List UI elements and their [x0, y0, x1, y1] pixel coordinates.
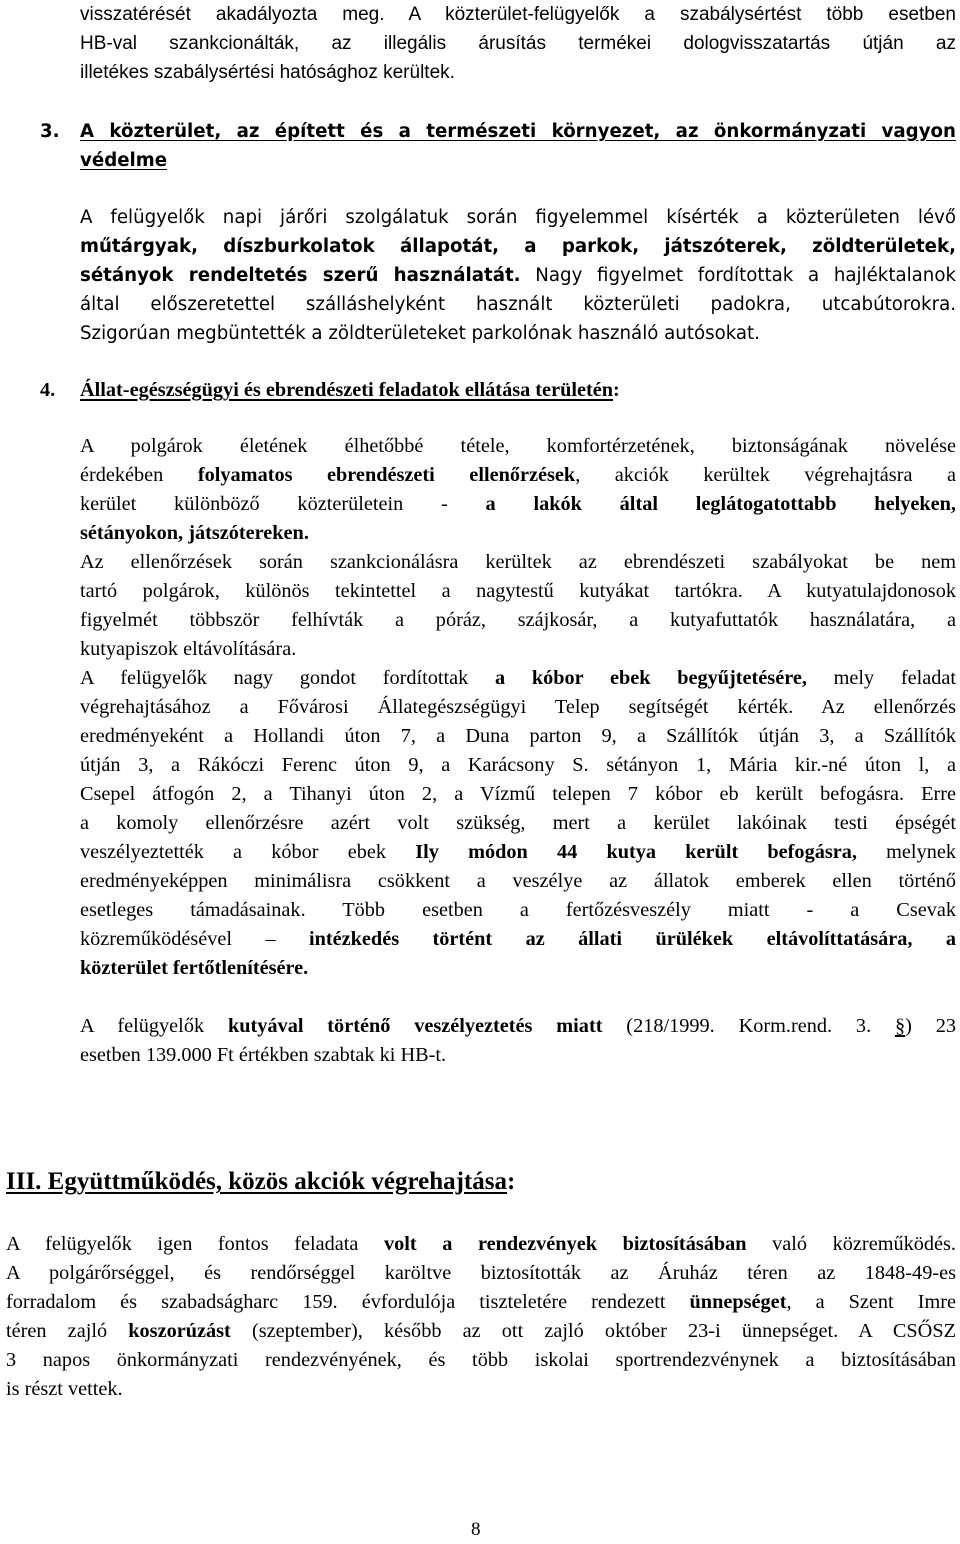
text-line-bold: sétányokon, játszótereken. [80, 522, 309, 544]
text-span: A felügyelők igen fontos feladata [6, 1233, 384, 1255]
text-line: is részt vettek. [6, 1378, 123, 1400]
section-3-number: 3. [40, 121, 60, 142]
section-4-title-colon: : [613, 379, 620, 401]
section-4-note [80, 1012, 956, 1070]
text-line: esetleges támadásainak. Több esetben a fertőzésveszély miatt - a Csevak [80, 899, 956, 921]
text-line [80, 1012, 956, 1041]
text-line: A polgárőrséggel, és rendőrséggel karöltve biztosították az Áruház téren az 1848-49-es [6, 1262, 956, 1284]
text-line-bold: közterület fertőtlenítésére. [80, 957, 309, 979]
text-line: által előszeretettel szálláshelyként használt közterületi padokra, utcabútorokra. [80, 294, 956, 315]
text-span: közreműködésével – [80, 928, 309, 950]
text-span: Nagy figyelmet fordítottak a hajléktalanok [520, 265, 956, 286]
section-title-line: védelme [80, 150, 168, 171]
intro-paragraph [80, 0, 956, 87]
bold-span: intézkedés történt az állati ürülékek eltávolíttatására, a [308, 928, 956, 950]
text-span: forradalom és szabadságharc 159. évfordulója tiszteletére rendezett [6, 1291, 690, 1313]
text-line [80, 664, 956, 693]
part-iii-heading [6, 1166, 515, 1198]
text-span: veszélyeztették a kóbor ebek [80, 841, 416, 863]
text-line: A felügyelők napi járőri szolgálatuk során figyelemmel kísérték a közterületen lévő [80, 207, 956, 228]
section-4-number: 4. [40, 379, 56, 401]
text-line [80, 490, 956, 519]
text-span: való közreműködés. [746, 1233, 956, 1255]
text-line [6, 1288, 956, 1317]
text-line: eredményeképpen minimálisra csökkent a veszélye az állatok emberek ellen történő [80, 870, 956, 892]
bold-span: Ily módon 44 kutya került befogásra, [415, 841, 857, 863]
text-line: tartó polgárok, különös tekintettel a nagytestű kutyákat tartókra. A kutyatulajdonosok [80, 580, 956, 602]
text-span: , akciók kerültek végrehajtásra a [575, 464, 956, 486]
page-number: 8 [471, 1519, 481, 1540]
text-line: eredményeként a Hollandi úton 7, a Duna parton 9, a Szállítók útján 3, a Szállítók [80, 725, 956, 747]
section-3-paragraph [80, 203, 956, 348]
text-line: útján 3, a Rákóczi Ferenc úton 9, a Karácsony S. sétányon 1, Mária kir.-né úton l, a [80, 754, 956, 776]
text-span: A felügyelők nagy gondot fordítottak [80, 667, 495, 689]
bold-span: koszorúzást [128, 1320, 231, 1342]
text-span: ) 23 [905, 1015, 957, 1037]
text-span: érdekében [80, 464, 198, 486]
text-line: illetékes szabálysértési hatósághoz kerültek. [80, 62, 455, 83]
text-line: Az ellenőrzések során szankcionálásra kerültek az ebrendészeti szabályokat be nem [80, 551, 956, 573]
text-line: Szigorúan megbüntették a zöldterületeket parkolónak használó autósokat. [80, 323, 760, 344]
text-span: téren zajló [6, 1320, 129, 1342]
bold-span: ünnepséget [689, 1291, 787, 1313]
text-line: esetben 139.000 Ft értékben szabtak ki HB-t. [80, 1044, 447, 1066]
bold-span: kutyával történő veszélyeztetés miatt [227, 1015, 603, 1037]
text-span: , a Szent Imre [786, 1291, 956, 1313]
text-line [80, 925, 956, 954]
text-line: 3 napos önkormányzati rendezvényének, és több iskolai sportrendezvénynek a biztosításában [6, 1349, 956, 1371]
section-4-title [80, 376, 620, 405]
bold-span: a kóbor ebek begyűjtetésére, [495, 667, 807, 689]
section-title-line: A közterület, az épített és a természeti környezet, az önkormányzati vagyon [80, 121, 956, 142]
section-4-body [80, 432, 956, 983]
bold-span: a lakók által leglátogatottabb helyeken, [485, 493, 956, 515]
text-line: HB-val szankcionálták, az illegális árusítás termékei dologvisszatartás útján az [80, 33, 956, 54]
text-span: mely feladat [806, 667, 956, 689]
text-span: (szeptember), később az ott zajló október 23-i ünnepséget. A CSŐSZ [230, 1320, 956, 1342]
text-line [80, 461, 956, 490]
text-line: figyelmét többször felhívták a póráz, szájkosár, a kutyafuttatók használatára, a [80, 609, 956, 631]
text-span: melynek [856, 841, 956, 863]
part-iii-heading-colon: : [506, 1168, 516, 1195]
bold-span: folyamatos ebrendészeti ellenőrzések [197, 464, 576, 486]
text-span: A felügyelők [80, 1015, 228, 1037]
text-line [6, 1230, 956, 1259]
section-symbol: § [894, 1015, 906, 1037]
text-line: Csepel átfogón 2, a Tihanyi úton 2, a Vízmű telepen 7 kóbor eb került befogásra. Erre [80, 783, 956, 805]
text-line [80, 261, 956, 290]
text-line: A polgárok életének élhetőbbé tétele, komfortérzetének, biztonságának növelése [80, 435, 956, 457]
text-line [80, 838, 956, 867]
text-line-bold: műtárgyak, díszburkolatok állapotát, a parkok, játszóterek, zöldterületek, [80, 236, 956, 257]
text-line: a komoly ellenőrzésre azért volt szükség, mert a kerület lakóinak testi épségét [80, 812, 956, 834]
text-span: (218/1999. Korm.rend. 3. [602, 1015, 895, 1037]
section-3-title [80, 117, 956, 175]
section-4-title-text: Állat-egészségügyi és ebrendészeti feladatok ellátása területén [80, 379, 614, 401]
text-line: kutyapiszok eltávolítására. [80, 638, 297, 660]
text-span: kerület különböző közterületein - [80, 493, 486, 515]
text-line [6, 1317, 956, 1346]
text-line: végrehajtásához a Fővárosi Állategészségügyi Telep segítségét kérték. Az ellenőrzés [80, 696, 956, 718]
part-iii-body [6, 1230, 956, 1404]
bold-span: sétányok rendeltetés szerű használatát. [80, 265, 521, 286]
bold-span: volt a rendezvények biztosításában [383, 1233, 747, 1255]
text-line: visszatérését akadályozta meg. A közterület-felügyelők a szabálysértést több esetben [80, 4, 956, 25]
part-iii-heading-text: III. Együttműködés, közös akciók végrehajtása [6, 1168, 507, 1195]
